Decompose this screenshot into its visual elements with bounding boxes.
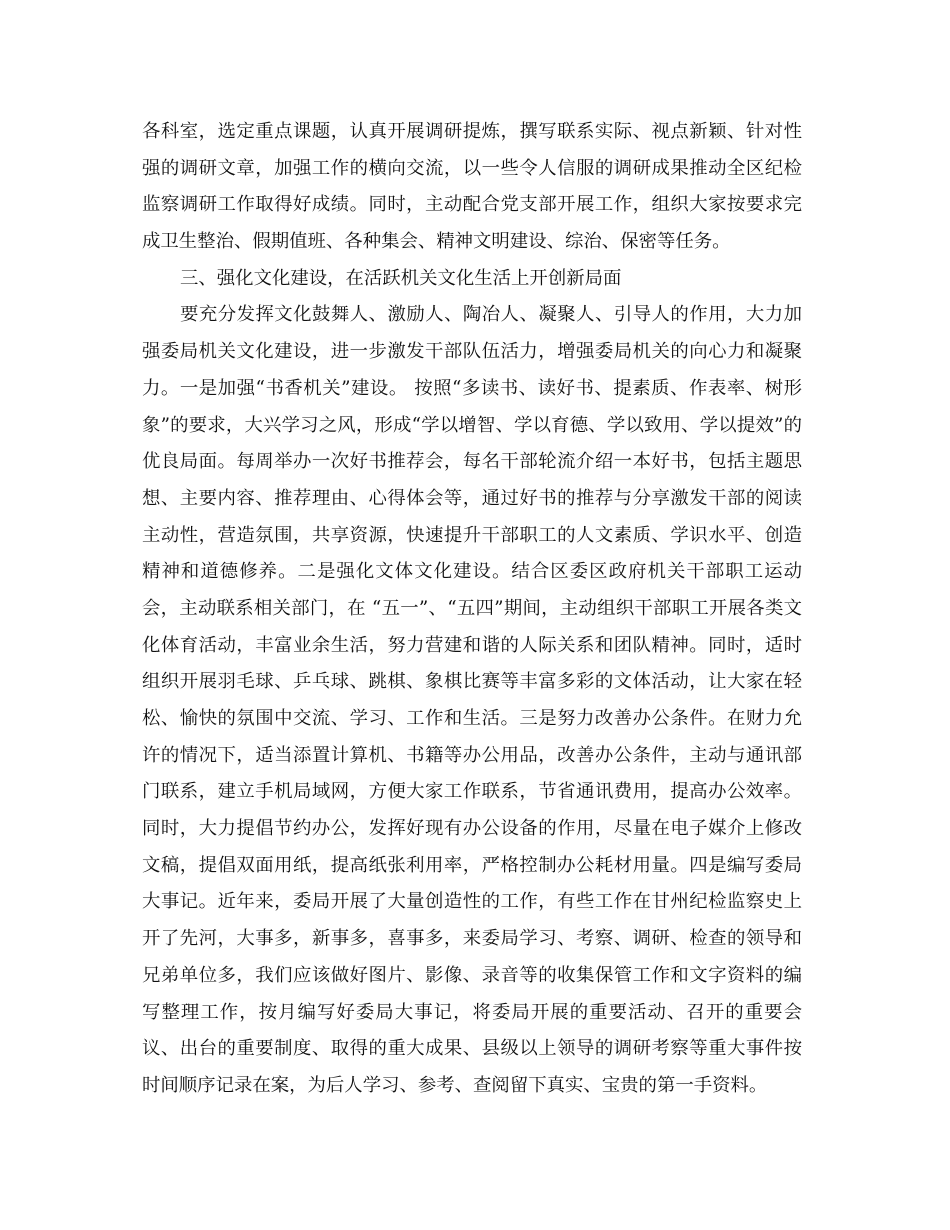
- text-line: 成卫生整治、假期值班、各种集会、精神文明建设、综治、保密等任务。: [142, 231, 731, 253]
- section-heading: [142, 261, 802, 298]
- text-line: 优良局面。每周举办一次好书推荐会，每名干部轮流介绍一本好书，包括主题思: [142, 451, 802, 473]
- paragraph-continuation: [142, 114, 802, 261]
- text-line: 想、主要内容、推荐理由、心得体会等，通过好书的推荐与分享激发干部的阅读: [142, 487, 802, 509]
- text-line: 门联系，建立手机局域网，方便大家工作联系，节省通讯费用，提高办公效率。: [142, 781, 802, 803]
- text-line: 文稿，提倡双面用纸，提高纸张利用率，严格控制办公耗材用量。四是编写委局: [142, 854, 802, 876]
- text-line: 精神和道德修养。二是强化文体文化建设。结合区委区政府机关干部职工运动: [142, 561, 802, 583]
- paragraph: [142, 297, 802, 1104]
- section-heading-text: 三、强化文化建设，在活跃机关文化生活上开创新局面: [180, 267, 622, 289]
- text-line: 象”的要求，大兴学习之风，形成“学以增智、学以育德、学以致用、学以提效”的: [142, 414, 802, 436]
- text-line: 化体育活动，丰富业余生活，努力营建和谐的人际关系和团队精神。同时，适时: [142, 634, 802, 656]
- text-line: 强委局机关文化建设，进一步激发干部队伍活力，增强委局机关的向心力和凝聚: [142, 341, 802, 363]
- text-line: 松、愉快的氛围中交流、学习、工作和生活。三是努力改善办公条件。在财力允: [142, 708, 802, 729]
- text-line: 许的情况下，适当添置计算机、书籍等办公用品，改善办公条件，主动与通讯部: [142, 744, 802, 766]
- text-line: 开了先河，大事多，新事多，喜事多，来委局学习、考察、调研、检查的领导和: [142, 928, 802, 950]
- text-line: 力。一是加强“书香机关”建设。 按照“多读书、读好书、提素质、作表率、树形: [142, 377, 802, 399]
- text-line: 兄弟单位多，我们应该做好图片、影像、录音等的收集保管工作和文字资料的编: [142, 964, 802, 986]
- text-line: 各科室，选定重点课题，认真开展调研提炼，撰写联系实际、视点新颖、针对性: [142, 121, 802, 142]
- text-line: 会，主动联系相关部门，在 “五一”、“五四”期间，主动组织干部职工开展各类文: [142, 597, 802, 619]
- text-line: 同时，大力提倡节约办公，发挥好现有办公设备的作用，尽量在电子媒介上修改: [142, 818, 802, 840]
- text-line: 监察调研工作取得好成绩。同时，主动配合党支部开展工作，组织大家按要求完: [142, 194, 802, 216]
- text-line: 时间顺序记录在案，为后人学习、参考、查阅留下真实、宝贵的第一手资料。: [142, 1074, 768, 1096]
- text-line: 大事记。近年来，委局开展了大量创造性的工作，有些工作在甘州纪检监察史上: [142, 891, 802, 913]
- text-line: 强的调研文章，加强工作的横向交流，以一些令人信服的调研成果推动全区纪检: [142, 157, 802, 179]
- text-line: 写整理工作，按月编写好委局大事记，将委局开展的重要活动、召开的重要会: [142, 1001, 802, 1023]
- text-line: 要充分发挥文化鼓舞人、激励人、陶冶人、凝聚人、引导人的作用，大力加: [180, 304, 802, 326]
- text-line: 主动性，营造氛围，共享资源，快速提升干部职工的人文素质、学识水平、创造: [142, 524, 802, 546]
- document-body: [142, 114, 802, 1105]
- text-line: 组织开展羽毛球、乒乓球、跳棋、象棋比赛等丰富多彩的文体活动，让大家在轻: [142, 671, 802, 693]
- text-line: 议、出台的重要制度、取得的重大成果、县级以上领导的调研考察等重大事件按: [142, 1038, 802, 1060]
